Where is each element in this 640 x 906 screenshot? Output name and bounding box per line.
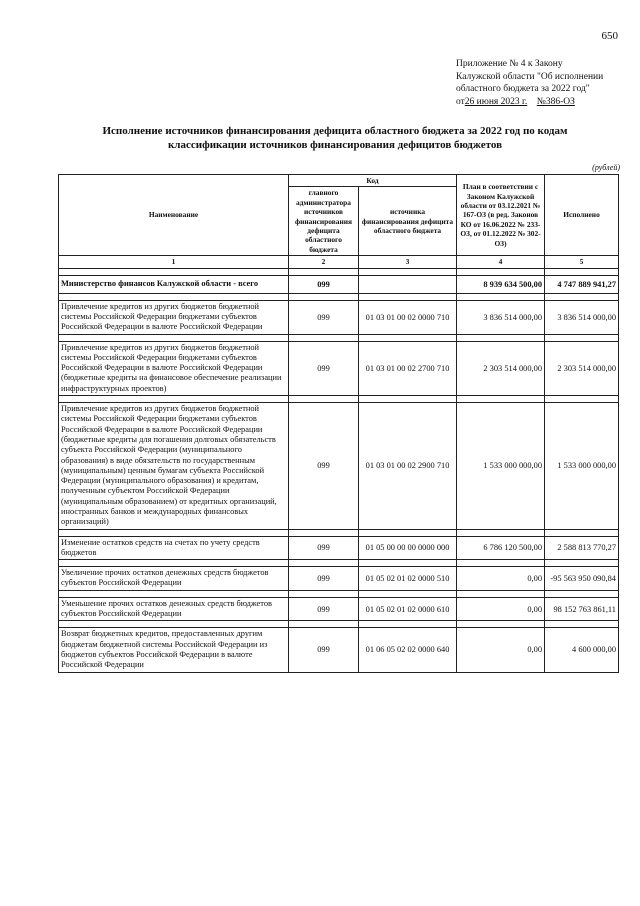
row-source-code [359,275,457,293]
appendix-line: областного бюджета за 2022 год" [456,84,590,94]
row-executed: 2 303 514 000,00 [545,341,619,395]
row-admin-code: 099 [289,597,359,621]
row-plan: 8 939 634 500,00 [457,275,545,293]
page-number: 650 [601,30,618,42]
row-admin-code: 099 [289,536,359,560]
row-source-code: 01 05 02 01 02 0000 510 [359,567,457,591]
row-executed: 2 588 813 770,27 [545,536,619,560]
row-name: Привлечение кредитов из других бюджетов бюджетной системы Российской Федерации бюджетами субъектов Российской Федерации в валюте Российской Федерации [59,300,289,334]
row-executed: 4 600 000,00 [545,628,619,672]
row-name: Увеличение прочих остатков денежных средств бюджетов субъектов Российской Федерации [59,567,289,591]
row-plan: 0,00 [457,597,545,621]
row-plan: 6 786 120 500,00 [457,536,545,560]
table-row [59,567,619,591]
row-name: Привлечение кредитов из других бюджетов бюджетной системы Российской Федерации бюджетами субъектов Российской Федерации в валюте Российской Федерации (бюджетные кредиты на финансовое обеспечение реализации инфраструктурных проектов) [59,341,289,395]
appendix-note [456,58,626,108]
row-executed: 3 836 514 000,00 [545,300,619,334]
appendix-number: №386-ОЗ [536,96,575,107]
row-executed: -95 563 950 090,84 [545,567,619,591]
row-source-code: 01 06 05 02 02 0000 640 [359,628,457,672]
row-executed: 4 747 889 941,27 [545,275,619,293]
row-name: Привлечение кредитов из других бюджетов бюджетной системы Российской Федерации бюджетами субъектов Российской Федерации в валюте Российской Федерации (бюджетные кредиты для погашения долговых обязательств субъекта Российской Федерации (муниципального образования) в виде обязательств по государственным (муниципальным) ценным бумагам субъекта Российской Федерации (муниципального образования) и кредитам, полученным субъектом Российской Федерации (муниципальным образованием) от кредитных организаций, иностранных банков и международных финансовых организаций) [59,403,289,530]
table-row [59,300,619,334]
row-admin-code: 099 [289,628,359,672]
units-label: (рублей) [592,163,620,172]
row-name: Возврат бюджетных кредитов, предоставленных другим бюджетам бюджетной системы Российской Федерации из бюджетов субъектов Российской Федерации в валюте Российской Федерации [59,628,289,672]
header-plan: План в соответствии с Законом Калужской области от 03.12.2021 № 167-ОЗ (в ред. Законов КО от 16.06.2022 № 233-ОЗ, от 01.12.2022 № 302-ОЗ) [457,175,545,256]
row-plan: 0,00 [457,567,545,591]
column-number: 2 [289,256,359,268]
row-plan: 0,00 [457,628,545,672]
row-name: Изменение остатков средств на счетах по учету средств бюджетов [59,536,289,560]
table-row [59,597,619,621]
column-number: 5 [545,256,619,268]
appendix-date-line [456,96,626,109]
header-source: источника финансирования дефицита областного бюджета [359,187,457,256]
table-row [59,628,619,672]
row-source-code: 01 05 00 00 00 0000 000 [359,536,457,560]
header-executed: Исполнено [545,175,619,256]
row-admin-code: 099 [289,341,359,395]
row-admin-code: 099 [289,275,359,293]
document-title [40,124,630,152]
row-source-code: 01 03 01 00 02 0000 710 [359,300,457,334]
header-admin: главного администратора источников финансирования дефицита областного бюджета [289,187,359,256]
budget-table [58,174,619,673]
header-name: Наименование [59,175,289,256]
table-row [59,536,619,560]
appendix-from: от [456,96,465,107]
row-plan: 3 836 514 000,00 [457,300,545,334]
appendix-line: Калужской области "Об исполнении [456,71,604,82]
column-number: 1 [59,256,289,268]
appendix-line: Приложение № 4 к Закону [456,59,563,69]
title-line: классификации источников финансирования дефицитов бюджетов [167,139,503,151]
row-source-code: 01 03 01 00 02 2700 710 [359,341,457,395]
row-name: Министерство финансов Калужской области - всего [59,275,289,293]
appendix-date: 26 июня 2023 г. [464,96,528,107]
row-executed: 98 152 763 861,11 [545,597,619,621]
row-admin-code: 099 [289,403,359,530]
title-line: Исполнение источников финансирования дефицита областного бюджета за 2022 год по кодам [102,125,568,137]
table-row [59,275,619,293]
table-row [59,403,619,530]
row-source-code: 01 05 02 01 02 0000 610 [359,597,457,621]
table-row [59,341,619,395]
column-number: 4 [457,256,545,268]
row-source-code: 01 03 01 00 02 2900 710 [359,403,457,530]
row-admin-code: 099 [289,300,359,334]
row-plan: 1 533 000 000,00 [457,403,545,530]
header-code: Код [289,175,457,187]
row-admin-code: 099 [289,567,359,591]
column-number: 3 [359,256,457,268]
row-executed: 1 533 000 000,00 [545,403,619,530]
row-name: Уменьшение прочих остатков денежных средств бюджетов субъектов Российской Федерации [59,597,289,621]
row-plan: 2 303 514 000,00 [457,341,545,395]
